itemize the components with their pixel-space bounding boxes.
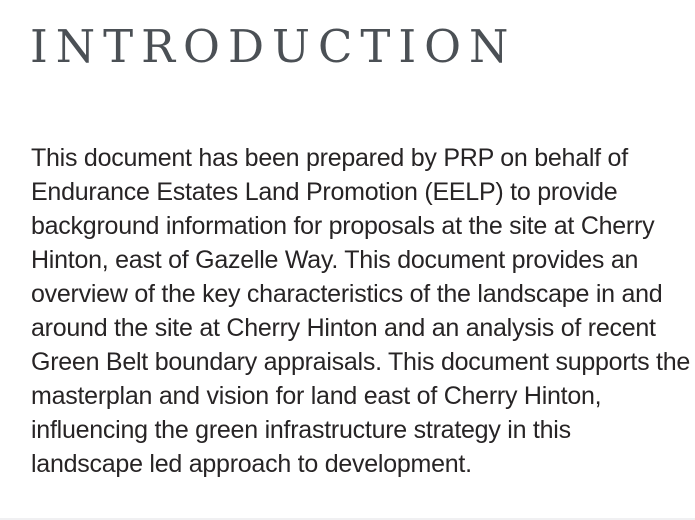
- paragraph-line: overview of the key characteristics of the landscape in and: [31, 280, 663, 308]
- paragraph-line: Endurance Estates Land Promotion (EELP) to provide: [31, 178, 618, 206]
- paragraph-line: landscape led approach to development.: [31, 450, 472, 478]
- paragraph-line: around the site at Cherry Hinton and an analysis of recent: [31, 314, 656, 342]
- paragraph-line: influencing the green infrastructure strategy in this: [31, 416, 571, 444]
- paragraph-line: Green Belt boundary appraisals. This document supports the: [31, 348, 691, 376]
- paragraph-line: background information for proposals at the site at Cherry: [31, 212, 655, 240]
- paragraph-line: Hinton, east of Gazelle Way. This document provides an: [31, 246, 639, 274]
- paragraph-line: This document has been prepared by PRP on behalf of: [31, 144, 628, 172]
- intro-paragraph: [31, 141, 690, 481]
- page-title: INTRODUCTION: [30, 20, 517, 73]
- paragraph-line: masterplan and vision for land east of Cherry Hinton,: [31, 382, 602, 410]
